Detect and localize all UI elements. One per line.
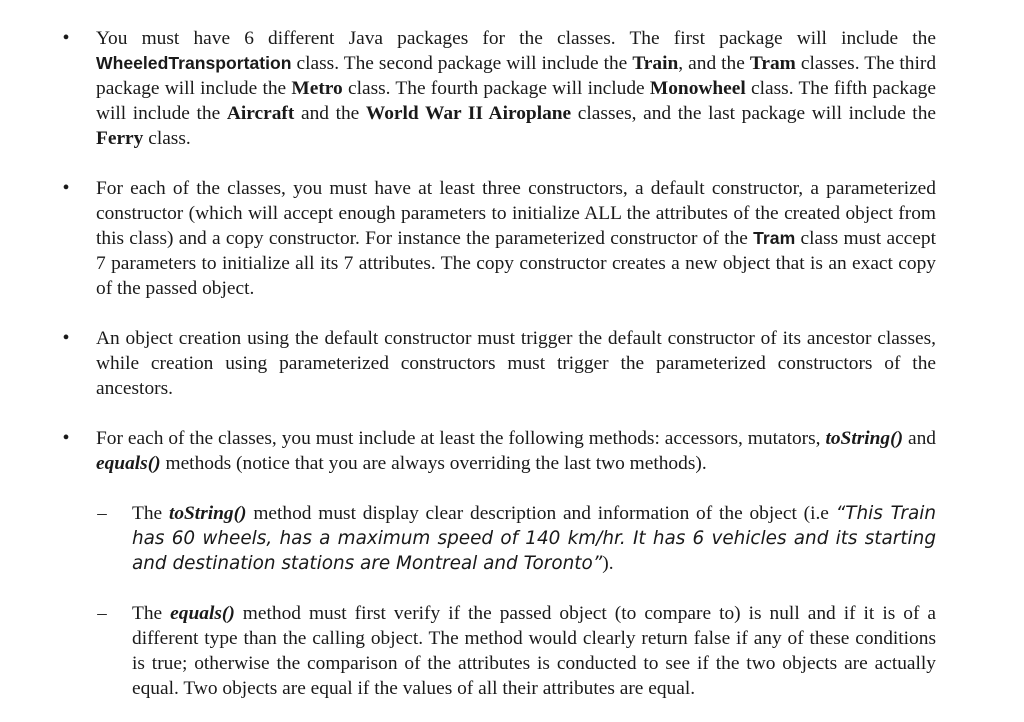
- bullet-marker: •: [62, 27, 70, 49]
- bullet-text-methods: For each of the classes, you must include at least the following methods: accessors, mutators, toString() and equals() methods (notice that you are always overriding the last two methods).: [96, 428, 936, 474]
- bullet-text-constructors: For each of the classes, you must have at least three constructors, a default constructor, a parameterized constructor (which will accept enough parameters to initialize ALL the attributes of the created object from this class) and a copy constructor. For instance the parameterized constructor of the Tram class must accept 7 parameters to initialize all its 7 attributes. The copy constructor creates a new object that is an exact copy of the passed object.: [96, 178, 936, 299]
- method-name-tostring: toString(): [825, 428, 904, 449]
- class-name-train: Train: [632, 53, 679, 74]
- bullet-marker: •: [62, 177, 70, 199]
- class-name-ferry: Ferry: [96, 128, 144, 149]
- bullet-marker: •: [62, 427, 70, 449]
- bullet-marker: •: [62, 327, 70, 349]
- class-name-ww2-airoplane: World War II Airoplane: [365, 103, 572, 124]
- sub-bullet-text-tostring: The toString() method must display clear description and information of the object (i.e “This Train has 60 wheels, has a maximum speed of 140 km/hr. It has 6 vehicles and its starting and destination stations are Montreal and Toronto”).: [132, 503, 936, 574]
- class-name-tram: Tram: [749, 53, 796, 74]
- method-name-equals: equals(): [96, 453, 161, 474]
- bullet-text-packages: You must have 6 different Java packages for the classes. The first package will include the WheeledTransportation class. The second package will include the Train, and the Tram classes. The third package will include the Metro class. The fourth package will include Monowheel class. The fifth package will include the Aircraft and the World War II Airoplane classes, and the last package will include the Ferry class.: [96, 28, 937, 149]
- class-name-tram: Tram: [753, 228, 796, 248]
- method-name-equals: equals(): [170, 603, 235, 624]
- class-name-aircraft: Aircraft: [226, 103, 295, 124]
- bullet-text-constructor-chaining: An object creation using the default constructor must trigger the default constructor of its ancestor classes, while creation using parameterized constructors must trigger the parameterized constructors of the ancestors.: [96, 328, 936, 399]
- class-name-wheeled-transportation: WheeledTransportation: [96, 53, 292, 73]
- dash-marker: –: [97, 603, 107, 624]
- dash-marker: –: [97, 503, 107, 524]
- class-name-monowheel: Monowheel: [649, 78, 746, 99]
- class-name-metro: Metro: [291, 78, 343, 99]
- method-name-tostring: toString(): [168, 503, 247, 524]
- example-quote: “This Train has 60 wheels, has a maximum speed of 140 km/hr. It has 6 vehicles and its starting and destination stations are Montreal and Toronto”: [132, 503, 936, 574]
- sub-bullet-text-equals: The equals() method must first verify if the passed object (to compare to) is null and if it is of a different type than the calling object. The method would clearly return false if any of these conditions is true; otherwise the comparison of the attributes is conducted to see if the two objects are actually equal. Two objects are equal if the values of all their attributes are equal.: [132, 603, 937, 699]
